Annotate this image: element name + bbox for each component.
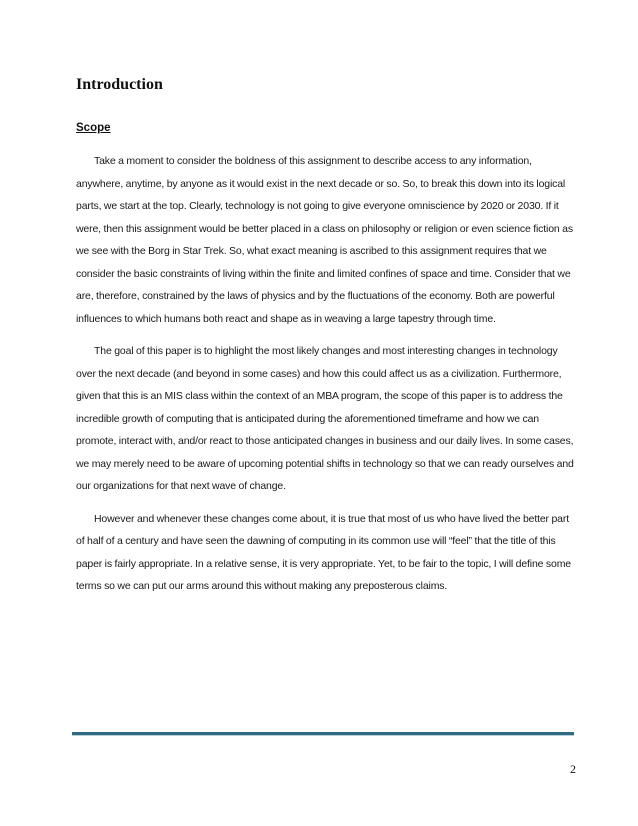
footer-rule-shadow [72,735,574,736]
section-heading: Introduction [76,76,163,93]
page-number: 2 [570,762,576,776]
body-text [76,150,574,608]
paragraph-2: The goal of this paper is to highlight the most likely changes and most interesting changes in technology over the next decade (and beyond in some cases) and how this could affect us as a civilization. Furthermore, given that this is an MIS class within the context of an MBA program, the scope of this paper is to address the incredible growth of computing that is anticipated during the aforementioned timeframe and how we can promote, interact with, and/or react to those anticipated changes in business and our daily lives. In some cases, we may merely need to be aware of upcoming potential shifts in technology so that we can ready ourselves and our organizations for that next wave of change. [76,345,574,492]
paragraph-3: However and whenever these changes come about, it is true that most of us who have lived the better part of half of a century and have seen the dawning of computing in its common use will “feel” that the title of this paper is fairly appropriate. In a relative sense, it is very appropriate. Yet, to be fair to the topic, I will define some terms so we can put our arms around this without making any preposterous claims. [76,512,571,592]
paragraph-1: Take a moment to consider the boldness of this assignment to describe access to any information, anywhere, anytime, by anyone as it would exist in the next decade or so. So, to break this down into its logical parts, we start at the top. Clearly, technology is not going to give everyone omniscience by 2020 or 2030. If it were, then this assignment would be better placed in a class on philosophy or religion or even science fiction as we see with the Borg in Star Trek. So, what exact meaning is ascribed to this assignment requires that we consider the basic constraints of living within the finite and limited confines of space and time. Consider that we are, therefore, constrained by the laws of physics and by the fluctuations of the economy. Both are powerful influences to which humans both react and shape as in weaving a large tapestry through time. [76,155,573,325]
subsection-heading: Scope [76,122,111,134]
